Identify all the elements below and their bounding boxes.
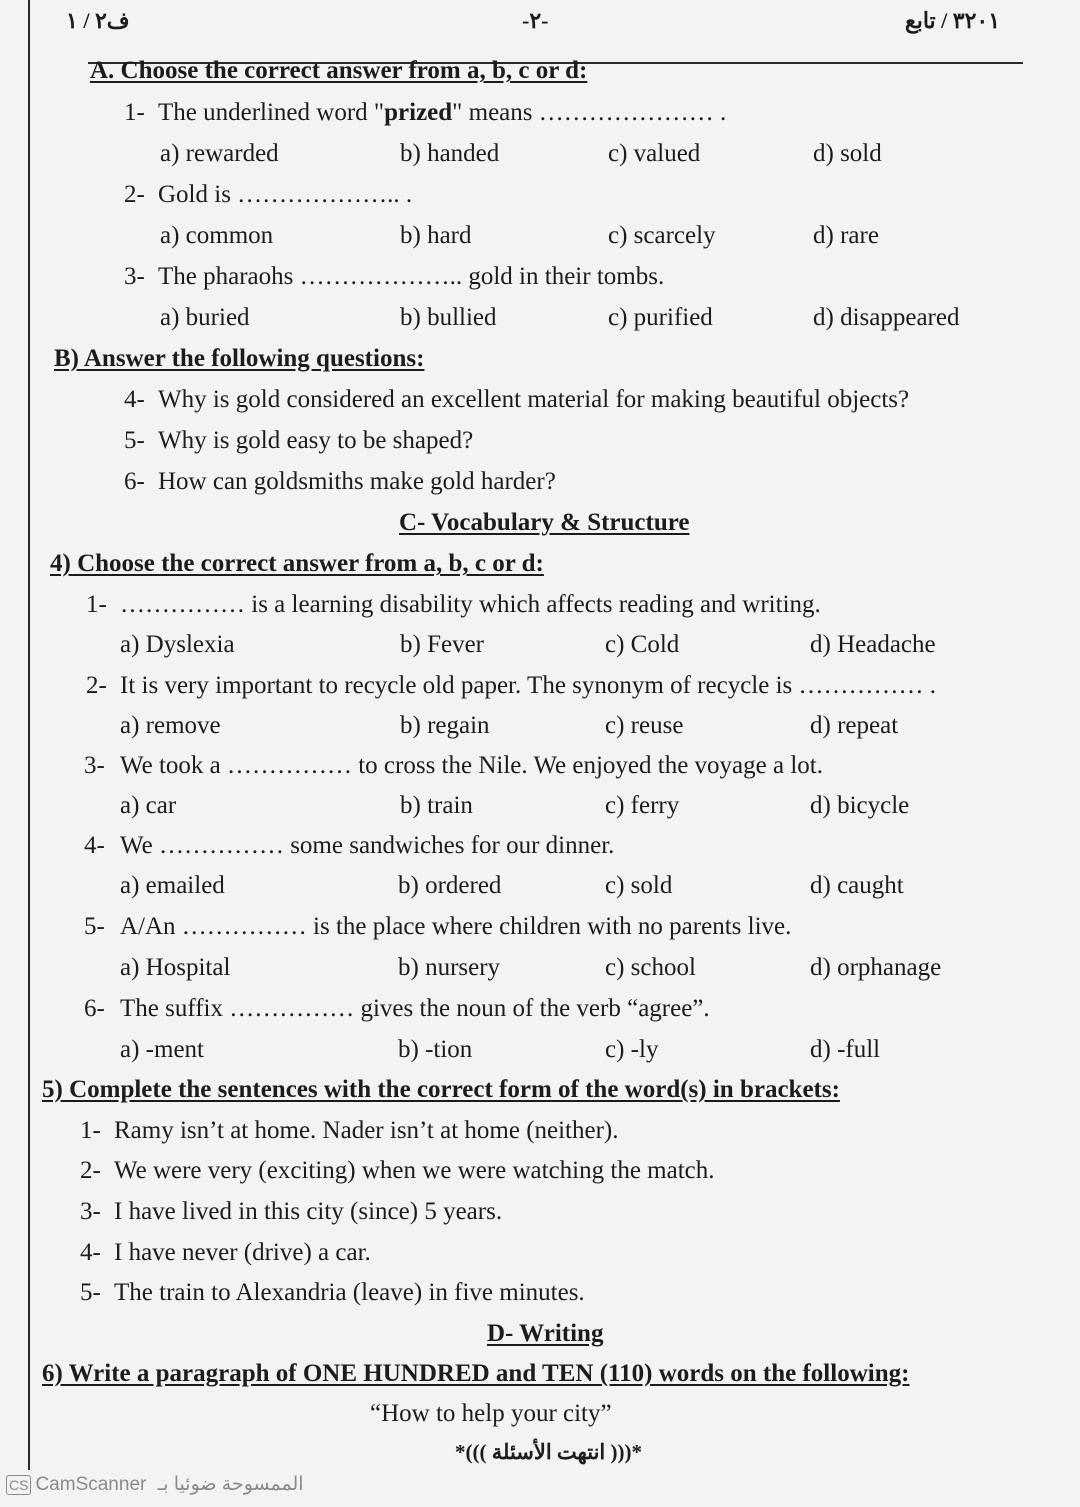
option-a: a) remove — [120, 712, 221, 739]
question-text: The pharaohs ……………….. gold in their tombs. — [158, 263, 665, 290]
question-text: We …………… some sandwiches for our dinner. — [120, 832, 615, 859]
item-number: 2- — [80, 1157, 101, 1184]
camscanner-logo-icon: CS — [6, 1475, 31, 1495]
option-b: b) Fever — [400, 631, 484, 658]
item-text: The train to Alexandria (leave) in five minutes. — [114, 1279, 585, 1306]
option-b: b) train — [400, 792, 473, 819]
question-text: The underlined word "prized" means ………………… . — [158, 99, 727, 126]
question-number: 6- — [84, 995, 105, 1022]
question-number: 4- — [124, 386, 145, 413]
option-a: a) -ment — [120, 1036, 204, 1063]
option-d: d) orphanage — [810, 954, 942, 981]
option-b: b) handed — [400, 140, 500, 167]
question-text: Why is gold easy to be shaped? — [158, 427, 474, 454]
option-d: d) Headache — [810, 631, 936, 658]
option-b: b) ordered — [398, 872, 502, 899]
option-b: b) nursery — [398, 954, 501, 981]
question-number: 3- — [84, 752, 105, 779]
question-text: …………… is a learning disability which affects reading and writing. — [120, 591, 821, 618]
left-margin-line — [28, 0, 30, 1470]
question-number: 2- — [86, 672, 107, 699]
question-text: How can goldsmiths make gold harder? — [158, 468, 556, 495]
section-b-title: B) Answer the following questions: — [54, 345, 425, 372]
option-d: d) -full — [810, 1036, 881, 1063]
item-text: Ramy isn’t at home. Nader isn’t at home (neither). — [114, 1117, 619, 1144]
question-text: Why is gold considered an excellent material for making beautiful objects? — [158, 386, 910, 413]
option-b: b) hard — [400, 222, 472, 249]
item-number: 3- — [80, 1198, 101, 1225]
option-d: d) rare — [813, 222, 879, 249]
option-b: b) -tion — [398, 1036, 473, 1063]
option-c: c) scarcely — [608, 222, 716, 249]
writing-topic: “How to help your city” — [370, 1400, 612, 1427]
option-c: c) valued — [608, 140, 701, 167]
option-d: d) bicycle — [810, 792, 910, 819]
section-c-title: C- Vocabulary & Structure — [399, 509, 690, 536]
item-text: I have lived in this city (since) 5 years. — [114, 1198, 503, 1225]
item-number: 1- — [80, 1117, 101, 1144]
option-a: a) car — [120, 792, 177, 819]
option-d: d) sold — [813, 140, 882, 167]
option-c: c) ferry — [605, 792, 680, 819]
option-a: a) rewarded — [160, 140, 279, 167]
option-d: d) caught — [810, 872, 904, 899]
section-d-title: D- Writing — [487, 1320, 604, 1347]
question-number: 4- — [84, 832, 105, 859]
item-text: I have never (drive) a car. — [114, 1239, 371, 1266]
option-a: a) common — [160, 222, 274, 249]
question-number: 3- — [124, 263, 145, 290]
header-form-code: ف٢ / ١ — [66, 8, 130, 33]
question-text: It is very important to recycle old paper. The synonym of recycle is …………… . — [120, 672, 937, 699]
option-a: a) buried — [160, 304, 250, 331]
option-c: c) Cold — [605, 631, 680, 658]
question-4-title: 4) Choose the correct answer from a, b, c or d: — [50, 550, 544, 577]
option-c: c) -ly — [605, 1036, 659, 1063]
option-c: c) sold — [605, 872, 673, 899]
question-text: We took a …………… to cross the Nile. We enjoyed the voyage a lot. — [120, 752, 823, 779]
header-exam-code: ٣٢٠١ / تابع — [905, 8, 1001, 33]
item-number: 4- — [80, 1239, 101, 1266]
prized-word: prized — [384, 99, 453, 126]
question-number: 1- — [124, 99, 145, 126]
question-text: A/An …………… is the place where children with no parents live. — [120, 913, 792, 940]
header-page-number: -٢- — [522, 8, 549, 33]
option-c: c) purified — [608, 304, 713, 331]
option-c: c) reuse — [605, 712, 684, 739]
question-number: 5- — [84, 913, 105, 940]
question-number: 2- — [124, 181, 145, 208]
option-b: b) bullied — [400, 304, 497, 331]
question-6-title: 6) Write a paragraph of ONE HUNDRED and TEN (110) words on the following: — [42, 1360, 910, 1387]
section-a-title: A. Choose the correct answer from a, b, c or d: — [90, 57, 588, 84]
question-text: The suffix …………… gives the noun of the verb “agree”. — [120, 995, 710, 1022]
option-c: c) school — [605, 954, 696, 981]
option-a: a) emailed — [120, 872, 225, 899]
question-number: 1- — [86, 591, 107, 618]
option-a: a) Dyslexia — [120, 631, 235, 658]
question-text: Gold is ……………….. . — [158, 181, 413, 208]
option-b: b) regain — [400, 712, 490, 739]
end-of-questions-note: *((( انتهت الأسئلة )))* — [455, 1440, 642, 1464]
camscanner-watermark: CS CamScanner الممسوحة ضوئيا بـ — [6, 1473, 304, 1496]
question-number: 5- — [124, 427, 145, 454]
item-number: 5- — [80, 1279, 101, 1306]
item-text: We were very (exciting) when we were watching the match. — [114, 1157, 715, 1184]
option-d: d) repeat — [810, 712, 899, 739]
question-number: 6- — [124, 468, 145, 495]
question-5-title: 5) Complete the sentences with the correct form of the word(s) in brackets: — [42, 1076, 840, 1103]
option-a: a) Hospital — [120, 954, 231, 981]
option-d: d) disappeared — [813, 304, 960, 331]
